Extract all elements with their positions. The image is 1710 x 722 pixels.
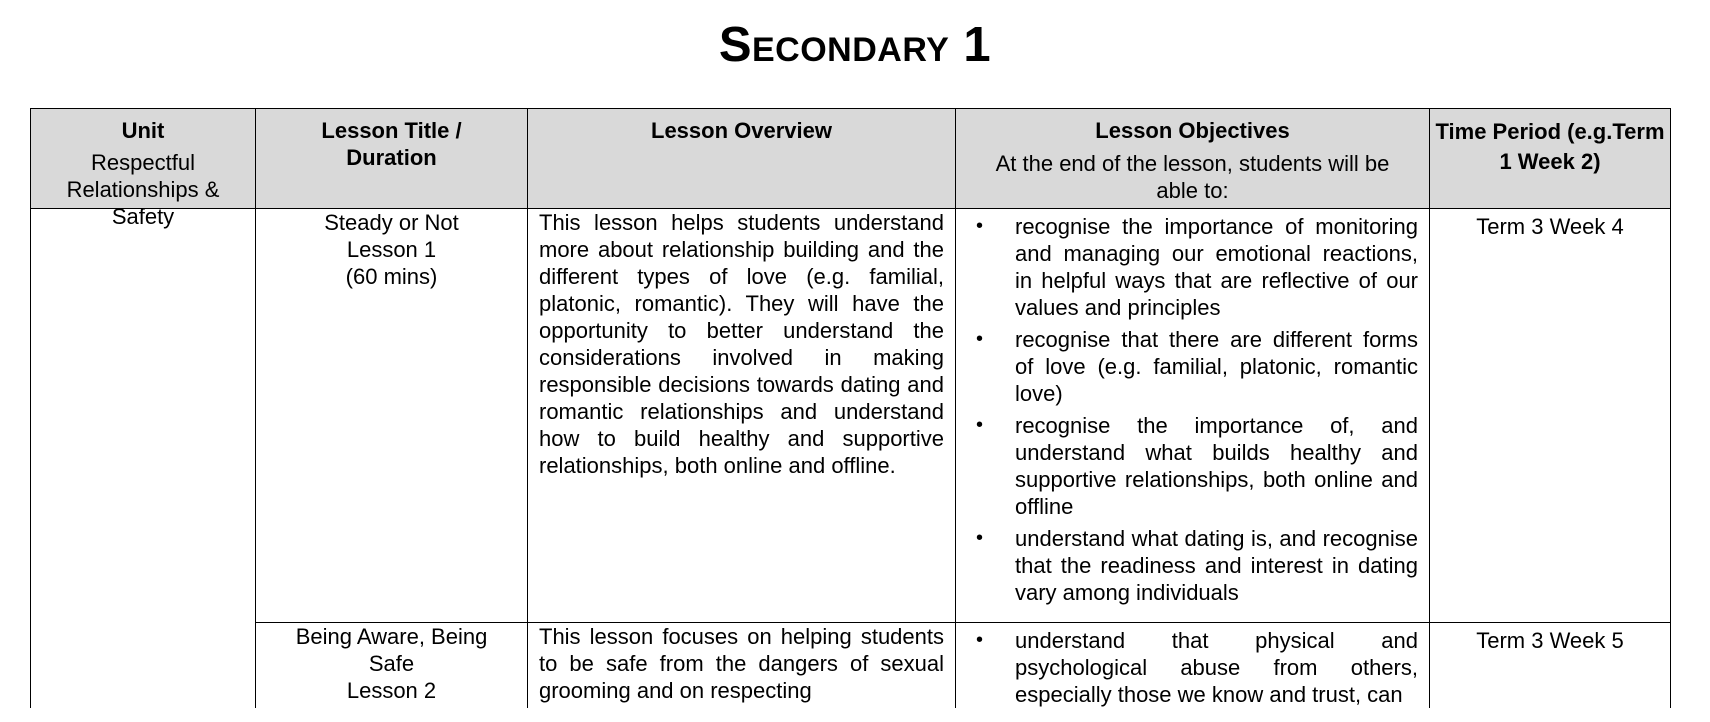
objective-text: recognise the importance of monitoring and managing our emotional reactions, in helpful ways that are reflective of our values and principles — [1015, 214, 1418, 320]
time-period-cell — [1430, 623, 1671, 718]
lesson-title: Steady or Not — [324, 210, 459, 235]
objectives-list — [967, 627, 1418, 708]
time-period-value: Term 3 Week 5 — [1476, 628, 1624, 653]
objective-item — [976, 326, 1418, 407]
objective-text: recognise the importance of, and understand what builds healthy and supportive relationships, both online and offline — [1015, 413, 1418, 519]
objective-text: understand that physical and psychological abuse from others, especially those we know and trust, can — [1015, 628, 1418, 707]
table-header-row — [31, 109, 1671, 209]
unit-cell — [31, 150, 256, 718]
table-row — [31, 209, 1671, 623]
objectives-cell — [956, 209, 1430, 623]
objective-item — [976, 525, 1418, 606]
header-objectives-subtitle: At the end of the lesson, students will be able to: — [995, 151, 1390, 203]
bullet-icon: • — [976, 328, 984, 350]
time-period-cell — [1430, 209, 1671, 623]
lesson-title: Being Aware, Being Safe — [295, 624, 488, 676]
time-period-value: Term 3 Week 4 — [1476, 214, 1624, 239]
header-overview-label: Lesson Overview — [651, 118, 832, 143]
objective-item — [976, 627, 1418, 708]
bullet-icon: • — [976, 215, 984, 237]
objectives-list — [967, 213, 1418, 606]
header-lesson-title-label: Lesson Title / Duration — [321, 118, 462, 170]
bullet-icon: • — [976, 414, 984, 436]
table-row — [31, 623, 1671, 718]
header-lesson-title — [256, 109, 528, 209]
objective-item — [976, 412, 1418, 520]
page-title: Secondary 1 — [718, 18, 992, 72]
objective-text: understand what dating is, and recognise that the readiness and interest in dating vary among individuals — [1015, 526, 1418, 605]
overview-cell — [528, 209, 956, 623]
objectives-cell — [956, 623, 1430, 718]
unit-name: Respectful Relationships & Safety — [66, 150, 220, 229]
objective-item — [976, 213, 1418, 321]
lesson-overview-text: This lesson focuses on helping students to be safe from the dangers of sexual grooming and on respecting — [539, 624, 944, 703]
header-unit-label: Unit — [121, 118, 165, 143]
header-time-period-label: Time Period (e.g.Term 1 Week 2) — [1435, 119, 1665, 174]
lesson-title-cell — [256, 209, 528, 623]
bullet-icon: • — [976, 527, 984, 549]
lesson-duration: (60 mins) — [345, 264, 438, 289]
header-objectives-label: Lesson Objectives — [1095, 118, 1290, 143]
lesson-overview-text: This lesson helps students understand more about relationship building and the different types of love (e.g. familial, platonic, romantic). They will have the opportunity to better understand the considerations involved in making responsible decisions towards dating and romantic relationships and understand how to build healthy and supportive relationships, both online and offline. — [539, 210, 944, 478]
overview-cell — [528, 623, 956, 718]
lesson-number: Lesson 1 — [346, 237, 437, 262]
page-cutoff — [0, 708, 1710, 722]
lesson-title-cell — [256, 623, 528, 718]
objective-text: recognise that there are different forms of love (e.g. familial, platonic, romantic love) — [1015, 327, 1418, 406]
header-overview — [528, 109, 956, 209]
header-time-period — [1430, 109, 1671, 209]
header-objectives — [956, 109, 1430, 209]
bullet-icon: • — [976, 629, 984, 651]
lesson-number: Lesson 2 — [346, 678, 437, 703]
curriculum-table — [30, 108, 1671, 718]
